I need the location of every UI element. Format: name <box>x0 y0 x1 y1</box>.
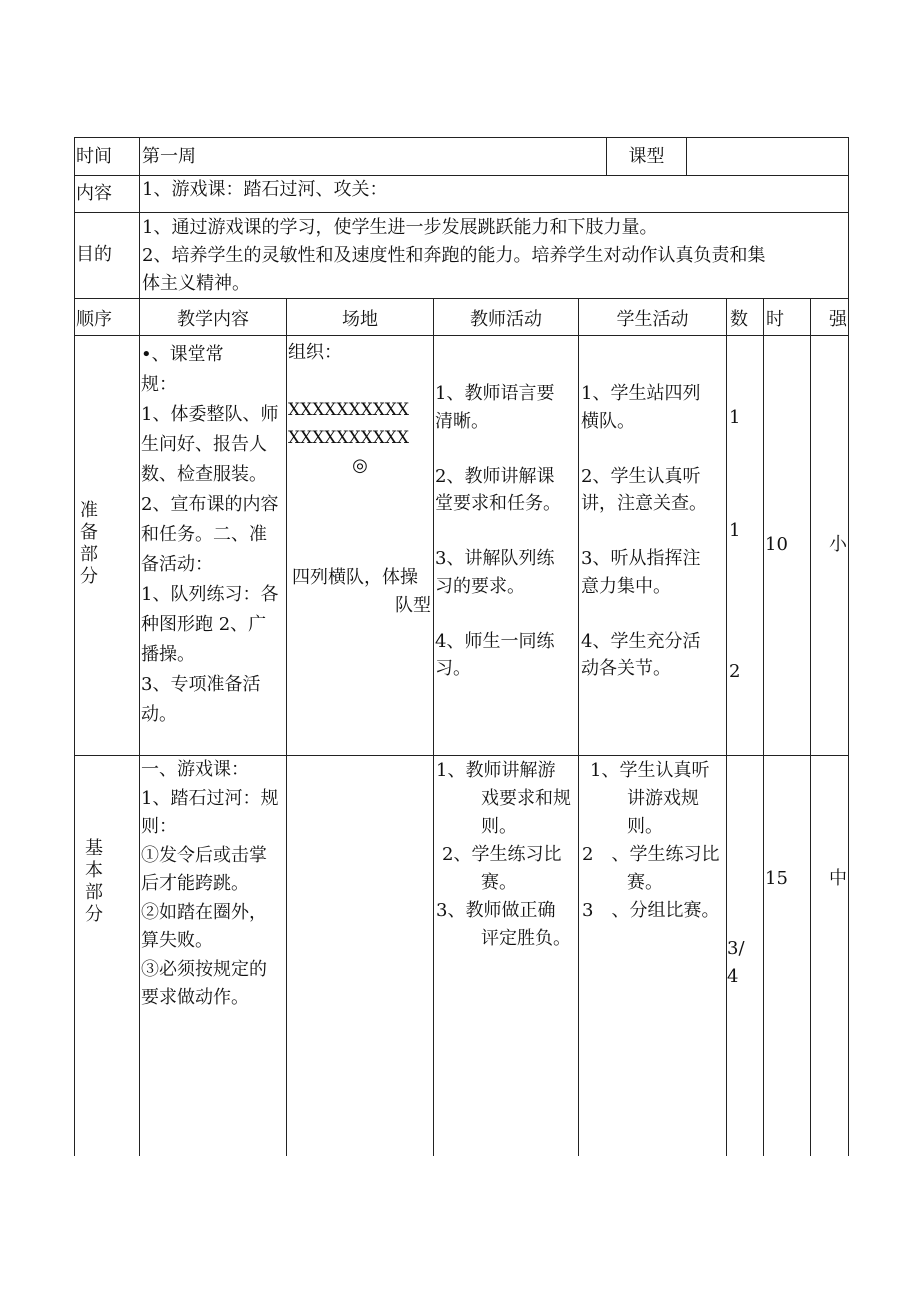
basic-student-activity: 1、学生认真听 <box>590 760 710 781</box>
basic-student-activity: 3 、分组比赛。 <box>582 900 720 921</box>
goal-line: 体主义精神。 <box>142 273 250 294</box>
table-border <box>686 137 687 175</box>
content-value: 1、游戏课：踏石过河、攻关： <box>142 179 388 200</box>
basic-teacher-activity: 赛。 <box>481 872 517 893</box>
prep-venue-teacher-symbol: ◎ <box>352 455 368 476</box>
col-teaching-content: 教学内容 <box>177 309 249 330</box>
basic-intensity: 中 <box>829 868 847 889</box>
basic-teacher-activity: 评定胜负。 <box>481 928 571 949</box>
lesson-type-label: 课型 <box>628 146 665 167</box>
prep-student-activity: 1、学生站四列 横队。 2、学生认真听 讲，注意关查。 3、听从指挥注 意力集中。 4、学生充分活 动各关节。 <box>581 383 707 679</box>
basic-count: 3/4 <box>727 938 745 987</box>
col-teacher-activity: 教师活动 <box>470 309 542 330</box>
prep-venue-formation: 队型 <box>395 595 431 616</box>
table-border <box>578 298 579 1156</box>
col-time: 时 <box>766 309 784 330</box>
prep-venue-org: 组织： <box>288 342 342 363</box>
time-value: 第一周 <box>142 146 196 167</box>
table-border <box>726 298 727 1156</box>
basic-student-activity: 2 、学生练习比 <box>582 844 720 865</box>
basic-teacher-activity: 戏要求和规 <box>481 788 571 809</box>
table-border <box>848 137 849 1156</box>
prep-venue-row: XXXXXXXXXX <box>288 428 410 448</box>
table-border <box>74 137 849 138</box>
table-border <box>139 137 140 1156</box>
prep-venue-row: XXXXXXXXXX <box>288 400 410 420</box>
goal-line: 2、培养学生的灵敏性和及速度性和奔跑的能力。培养学生对动作认真负责和集 <box>142 245 766 266</box>
prep-venue-formation: 四列横队，体操 <box>292 567 418 588</box>
basic-teacher-activity: 2、学生练习比 <box>442 844 562 865</box>
prep-intensity: 小 <box>829 534 847 555</box>
basic-content: 一、游戏课： 1、踏石过河：规 则： ①发令后或击掌 后才能跨跳。 ②如踏在圈外， 算失败。 ③必须按规定的 要求做动作。 <box>141 759 279 1008</box>
prep-teacher-activity: 1、教师语言要 清晰。 2、教师讲解课 堂要求和任务。 3、讲解队列练 习的要求。 4、师生一同练 习。 <box>435 383 561 679</box>
prep-time: 10 <box>765 534 788 555</box>
goal-label: 目的 <box>76 244 112 265</box>
prep-count: 2 <box>729 661 741 682</box>
basic-teacher-activity: 则。 <box>481 816 517 837</box>
basic-time: 15 <box>765 868 788 889</box>
col-venue: 场地 <box>342 309 378 330</box>
basic-teacher-activity: 3、教师做正确 <box>436 900 556 921</box>
table-border <box>74 335 849 336</box>
table-border <box>74 137 75 1156</box>
basic-section-label: 基本部分 <box>85 838 103 925</box>
prep-section-label: 准备部分 <box>80 500 98 587</box>
table-border <box>286 298 287 1156</box>
prep-content: •、课堂常 规： 1、体委整队、师 生问好、报告人 数、检查服装。 2、宣布课的内容 和任务。二、准 备活动： 1、队列练习：各 种图形跑 2、广 播操。 3、专项准备活动。 <box>141 344 279 725</box>
table-border <box>810 298 811 1156</box>
basic-teacher-activity: 1、教师讲解游 <box>436 760 556 781</box>
col-order: 顺序 <box>76 309 112 330</box>
prep-count: 1 <box>729 520 741 541</box>
basic-student-activity: 讲游戏规 <box>627 788 699 809</box>
table-border <box>763 298 764 1156</box>
goal-line: 1、通过游戏课的学习，使学生进一步发展跳跃能力和下肢力量。 <box>142 217 658 238</box>
col-intensity: 强 <box>829 309 847 330</box>
basic-student-activity: 赛。 <box>627 872 663 893</box>
table-border <box>433 298 434 1156</box>
basic-student-activity: 则。 <box>627 816 663 837</box>
col-count: 数 <box>730 309 748 330</box>
prep-count: 1 <box>729 407 741 428</box>
time-label: 时间 <box>76 146 112 167</box>
col-student-activity: 学生活动 <box>616 309 689 330</box>
content-label: 内容 <box>76 183 112 204</box>
